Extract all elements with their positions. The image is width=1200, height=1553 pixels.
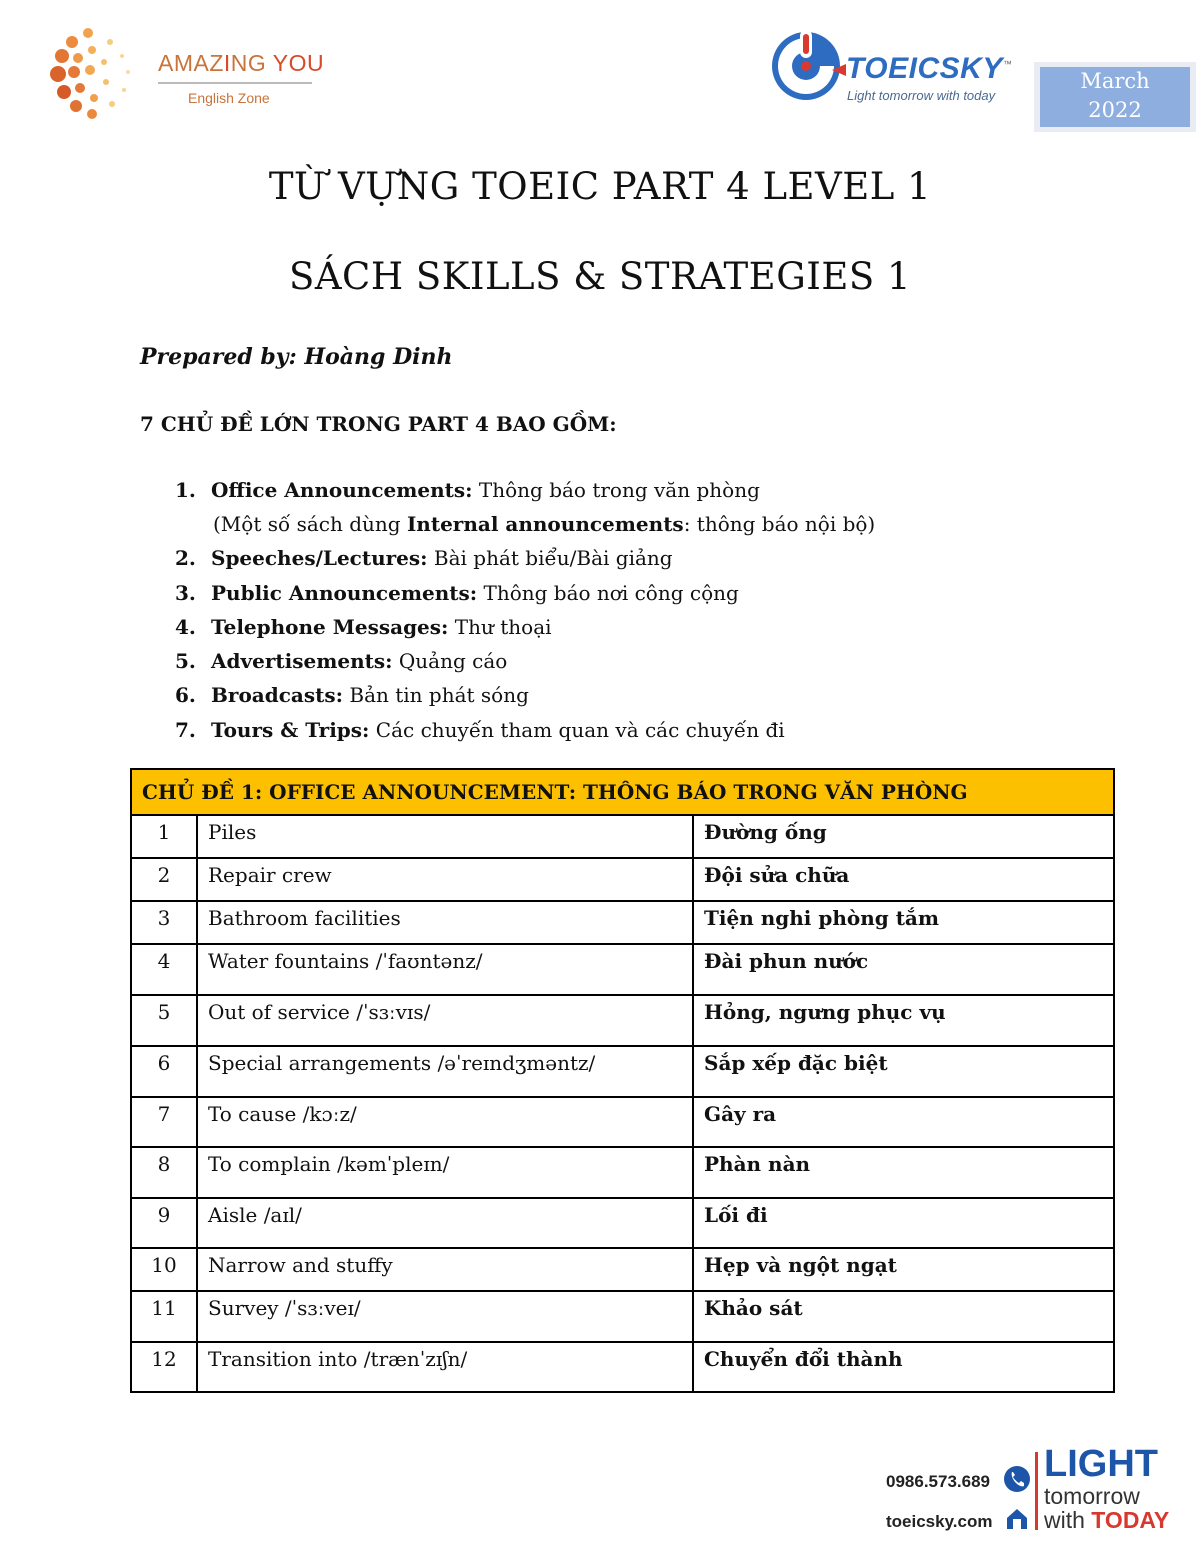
slogan-with-today: with TODAY [1044, 1507, 1170, 1533]
toeicsky-logo [770, 22, 1030, 112]
date-month: March [1080, 69, 1150, 93]
amazing-you-wordmark: AMAZING YOU [158, 50, 325, 76]
english-term: Water fountains /ˈfaʊntənz/ [197, 944, 693, 995]
vietnamese-meaning: Sắp xếp đặc biệt [693, 1046, 1114, 1097]
table-row [131, 1097, 1114, 1147]
table-row [131, 901, 1114, 944]
toeicsky-wordmark: TOEICSKY™ [846, 52, 1013, 85]
vietnamese-meaning: Lối đi [693, 1198, 1114, 1248]
vietnamese-meaning: Gây ra [693, 1097, 1114, 1147]
date-year: 2022 [1088, 98, 1142, 122]
date-box [1034, 62, 1196, 132]
english-term: Aisle /aɪl/ [197, 1198, 693, 1248]
list-item: 1. Office Announcements: Thông báo trong văn phòng [175, 478, 760, 502]
page-title: TỪ VỰNG TOEIC PART 4 LEVEL 1 [268, 165, 932, 208]
row-number: 12 [131, 1342, 197, 1392]
table-row [131, 1147, 1114, 1198]
topics-heading: 7 CHỦ ĐỀ LỚN TRONG PART 4 BAO GỒM: [140, 412, 617, 436]
vietnamese-meaning: Khảo sát [693, 1291, 1114, 1342]
english-term: Bathroom facilities [197, 901, 693, 944]
table-row [131, 858, 1114, 901]
english-term: Transition into /trænˈzɪʃn/ [197, 1342, 693, 1392]
english-term: Out of service /ˈsɜːvɪs/ [197, 995, 693, 1046]
english-term: Special arrangements /əˈreɪndʒməntz/ [197, 1046, 693, 1097]
table-row [131, 815, 1114, 858]
headset-globe-icon [770, 26, 850, 106]
amazing-you-logo [40, 20, 330, 125]
phone-icon [1004, 1466, 1030, 1492]
topic-1-note: (Một số sách dùng Internal announcements: thông báo nội bộ) [213, 512, 876, 537]
row-number: 11 [131, 1291, 197, 1342]
vietnamese-meaning: Phàn nàn [693, 1147, 1114, 1198]
row-number: 10 [131, 1248, 197, 1291]
list-item: 5. Advertisements: Quảng cáo [175, 649, 508, 674]
list-item: 7. Tours & Trips: Các chuyến tham quan và các chuyến đi [175, 717, 785, 742]
row-number: 4 [131, 944, 197, 995]
row-number: 9 [131, 1198, 197, 1248]
table-header-row [131, 769, 1114, 815]
english-term: Piles [197, 815, 693, 858]
row-number: 3 [131, 901, 197, 944]
topic-list [175, 476, 875, 750]
phone-number: 0986.573.689 [886, 1472, 990, 1491]
list-item: 6. Broadcasts: Bản tin phát sóng [175, 683, 529, 708]
table-row [131, 1248, 1114, 1291]
page-subtitle: SÁCH SKILLS & STRATEGIES 1 [288, 255, 912, 298]
english-term: Repair crew [197, 858, 693, 901]
footer-branding [880, 1440, 1170, 1540]
toeicsky-tagline: Light tomorrow with today [847, 88, 996, 103]
table-row [131, 1291, 1114, 1342]
vietnamese-meaning: Đội sửa chữa [693, 858, 1114, 901]
row-number: 1 [131, 815, 197, 858]
slogan-light: LIGHT [1044, 1443, 1158, 1485]
footer-divider [1035, 1452, 1038, 1530]
vietnamese-meaning: Đường ống [693, 815, 1114, 858]
row-number: 8 [131, 1147, 197, 1198]
slogan-tomorrow: tomorrow [1044, 1483, 1140, 1509]
vietnamese-meaning: Tiện nghi phòng tắm [693, 901, 1114, 944]
english-term: To complain /kəmˈpleɪn/ [197, 1147, 693, 1198]
table-row [131, 1046, 1114, 1097]
orange-sphere-icon [40, 20, 144, 124]
logo-divider [158, 82, 312, 84]
amazing-you-subtitle: English Zone [188, 90, 270, 106]
table-row [131, 1198, 1114, 1248]
vietnamese-meaning: Hỏng, ngưng phục vụ [693, 995, 1114, 1046]
vietnamese-meaning: Đài phun nước [693, 944, 1114, 995]
list-item: 2. Speeches/Lectures: Bài phát biểu/Bài giảng [175, 546, 673, 571]
website: toeicsky.com [886, 1512, 993, 1531]
row-number: 2 [131, 858, 197, 901]
table-row [131, 944, 1114, 995]
list-item: 4. Telephone Messages: Thư thoại [175, 614, 552, 639]
vietnamese-meaning: Hẹp và ngột ngạt [693, 1248, 1114, 1291]
list-item: 3. Public Announcements: Thông báo nơi công cộng [175, 580, 739, 605]
row-number: 5 [131, 995, 197, 1046]
prepared-by: Prepared by: Hoàng Dinh [140, 344, 453, 370]
english-term: Narrow and stuffy [197, 1248, 693, 1291]
english-term: To cause /kɔːz/ [197, 1097, 693, 1147]
row-number: 7 [131, 1097, 197, 1147]
home-icon [1004, 1506, 1030, 1532]
table-row [131, 1342, 1114, 1392]
table-row [131, 995, 1114, 1046]
vietnamese-meaning: Chuyển đổi thành [693, 1342, 1114, 1392]
vocabulary-table [130, 768, 1115, 1393]
row-number: 6 [131, 1046, 197, 1097]
english-term: Survey /ˈsɜːveɪ/ [197, 1291, 693, 1342]
table-heading: CHỦ ĐỀ 1: OFFICE ANNOUNCEMENT: THÔNG BÁO TRONG VĂN PHÒNG [131, 769, 1114, 815]
